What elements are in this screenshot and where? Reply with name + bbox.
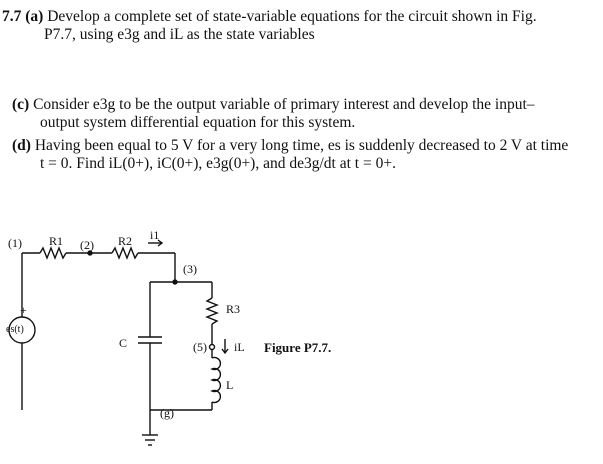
part-a-text-line-1: Develop a complete set of state-variable equations for the circuit shown in Fig.	[47, 8, 537, 25]
i1-label: i1	[150, 228, 160, 242]
inductor-l	[212, 358, 220, 403]
r2-label: R2	[118, 234, 133, 248]
part-c-label: (c)	[12, 96, 30, 113]
part-d-label: (d)	[12, 137, 31, 154]
node-2-label: (2)	[80, 238, 94, 252]
r3-label: R3	[226, 302, 241, 316]
resistor-r1	[40, 248, 66, 258]
problem-7-7-line-1	[2, 8, 537, 26]
part-c-line-1	[12, 96, 535, 114]
part-a-label: (a)	[25, 8, 44, 25]
problem-number: 7.7	[2, 8, 22, 25]
r1-label: R1	[49, 234, 64, 248]
plus-label: +	[20, 303, 27, 317]
resistor-r3	[207, 298, 217, 324]
part-c-text-line-2: output system differential equation for this system.	[40, 114, 356, 131]
resistor-r2	[112, 248, 138, 258]
node-5-label: (5)	[193, 340, 207, 354]
part-d-text-line-2: t = 0. Find iL(0+), iC(0+), e3g(0+), and de3g/dt at t = 0+.	[40, 155, 396, 172]
part-a-text-line-2: P7.7, using e3g and iL as the state variables	[44, 26, 315, 43]
part-d-line-1	[12, 137, 568, 155]
node-5-dot	[210, 345, 215, 350]
node-g-label: (g)	[160, 406, 174, 420]
source-label: es(t)	[6, 324, 24, 335]
inductor-label: L	[226, 378, 234, 392]
node-3-label: (3)	[183, 262, 197, 276]
il-label: iL	[234, 340, 245, 354]
figure-caption: Figure P7.7.	[264, 340, 332, 355]
node-1-label: (1)	[8, 236, 22, 250]
part-c-text-line-1: Consider e3g to be the output variable of primary interest and develop the input–	[33, 96, 535, 113]
capacitor-label: C	[119, 336, 128, 350]
part-d-text-line-1: Having been equal to 5 V for a very long time, es is suddenly decreased to 2 V at time	[34, 137, 569, 154]
